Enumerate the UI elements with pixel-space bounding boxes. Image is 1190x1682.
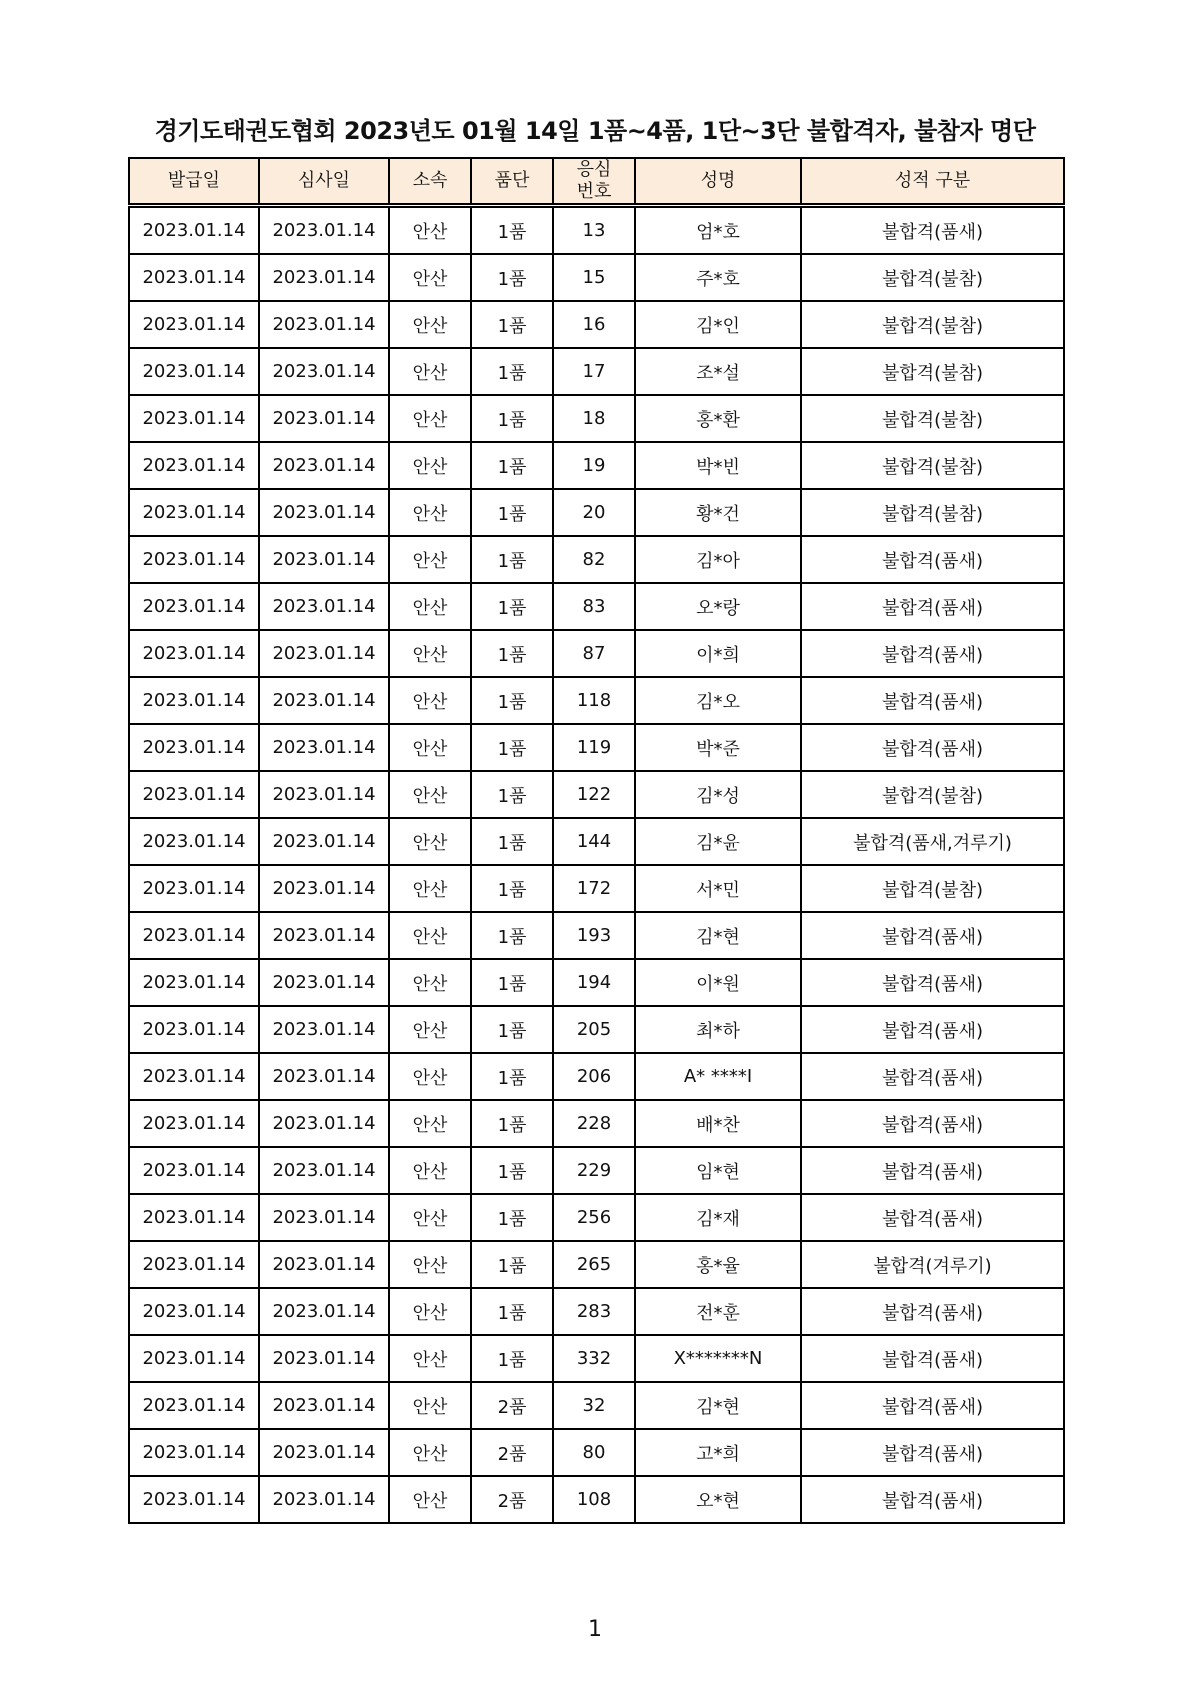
result-cell: 불합격(겨루기) <box>801 1241 1064 1288</box>
affiliation-cell: 안산 <box>389 1288 471 1335</box>
table-row <box>129 1241 1064 1288</box>
exam-number-cell: 332 <box>553 1335 635 1382</box>
affiliation-cell: 안산 <box>389 912 471 959</box>
rank-cell: 1품 <box>471 489 553 536</box>
exam-number-cell: 82 <box>553 536 635 583</box>
exam-date-cell: 2023.01.14 <box>259 724 389 771</box>
rank-cell: 1품 <box>471 1288 553 1335</box>
name-cell: 김*현 <box>635 1382 801 1429</box>
exam-date-cell: 2023.01.14 <box>259 583 389 630</box>
rank-cell: 1품 <box>471 1241 553 1288</box>
table-row <box>129 630 1064 677</box>
rank-cell: 1품 <box>471 1147 553 1194</box>
exam-number-cell: 80 <box>553 1429 635 1476</box>
exam-number-cell: 108 <box>553 1476 635 1523</box>
result-cell: 불합격(품새) <box>801 206 1064 255</box>
issue-date-cell: 2023.01.14 <box>129 724 259 771</box>
exam-date-cell: 2023.01.14 <box>259 1006 389 1053</box>
name-cell: 김*성 <box>635 771 801 818</box>
exam-date-cell: 2023.01.14 <box>259 1288 389 1335</box>
table-body <box>129 206 1064 1524</box>
rank-cell: 1품 <box>471 442 553 489</box>
affiliation-cell: 안산 <box>389 301 471 348</box>
name-cell: 오*랑 <box>635 583 801 630</box>
result-cell: 불합격(불참) <box>801 489 1064 536</box>
exam-number-cell: 194 <box>553 959 635 1006</box>
name-cell: 배*찬 <box>635 1100 801 1147</box>
result-cell: 불합격(품새) <box>801 1006 1064 1053</box>
affiliation-cell: 안산 <box>389 865 471 912</box>
exam-number-cell: 118 <box>553 677 635 724</box>
exam-number-cell: 256 <box>553 1194 635 1241</box>
issue-date-cell: 2023.01.14 <box>129 771 259 818</box>
issue-date-cell: 2023.01.14 <box>129 1335 259 1382</box>
table-row <box>129 912 1064 959</box>
affiliation-cell: 안산 <box>389 677 471 724</box>
table-row <box>129 536 1064 583</box>
issue-date-cell: 2023.01.14 <box>129 1100 259 1147</box>
exam-date-cell: 2023.01.14 <box>259 865 389 912</box>
affiliation-cell: 안산 <box>389 489 471 536</box>
exam-number-cell: 20 <box>553 489 635 536</box>
exam-date-cell: 2023.01.14 <box>259 254 389 301</box>
exam-number-cell: 32 <box>553 1382 635 1429</box>
issue-date-cell: 2023.01.14 <box>129 1241 259 1288</box>
table-row <box>129 1335 1064 1382</box>
issue-date-cell: 2023.01.14 <box>129 1147 259 1194</box>
name-cell: 오*현 <box>635 1476 801 1523</box>
affiliation-cell: 안산 <box>389 1053 471 1100</box>
exam-date-cell: 2023.01.14 <box>259 818 389 865</box>
exam-date-cell: 2023.01.14 <box>259 536 389 583</box>
name-cell: 고*희 <box>635 1429 801 1476</box>
rank-cell: 1품 <box>471 677 553 724</box>
name-cell: 박*준 <box>635 724 801 771</box>
exam-date-cell: 2023.01.14 <box>259 1335 389 1382</box>
result-cell: 불합격(불참) <box>801 865 1064 912</box>
exam-date-cell: 2023.01.14 <box>259 206 389 255</box>
exam-number-cell: 83 <box>553 583 635 630</box>
result-header: 성적 구분 <box>801 158 1064 206</box>
affiliation-cell: 안산 <box>389 583 471 630</box>
exam-date-cell: 2023.01.14 <box>259 348 389 395</box>
issue-date-cell: 2023.01.14 <box>129 206 259 255</box>
name-cell: 주*호 <box>635 254 801 301</box>
exam-number-cell: 18 <box>553 395 635 442</box>
result-cell: 불합격(불참) <box>801 254 1064 301</box>
table-row <box>129 1288 1064 1335</box>
issue-date-cell: 2023.01.14 <box>129 348 259 395</box>
issue-date-cell: 2023.01.14 <box>129 1476 259 1523</box>
rank-cell: 2품 <box>471 1429 553 1476</box>
exam-date-cell: 2023.01.14 <box>259 1100 389 1147</box>
table-row <box>129 489 1064 536</box>
result-cell: 불합격(품새) <box>801 1147 1064 1194</box>
rank-cell: 1품 <box>471 583 553 630</box>
rank-cell: 1품 <box>471 771 553 818</box>
issue-date-cell: 2023.01.14 <box>129 489 259 536</box>
rank-cell: 1품 <box>471 630 553 677</box>
affiliation-cell: 안산 <box>389 1476 471 1523</box>
result-cell: 불합격(품새) <box>801 1382 1064 1429</box>
name-cell: 전*훈 <box>635 1288 801 1335</box>
exam-number-cell: 87 <box>553 630 635 677</box>
table-row <box>129 1476 1064 1523</box>
table-row <box>129 677 1064 724</box>
result-cell: 불합격(품새) <box>801 583 1064 630</box>
exam-date-cell: 2023.01.14 <box>259 771 389 818</box>
exam-date-cell: 2023.01.14 <box>259 1053 389 1100</box>
exam-date-cell: 2023.01.14 <box>259 1429 389 1476</box>
result-cell: 불합격(품새) <box>801 630 1064 677</box>
rank-cell: 1품 <box>471 912 553 959</box>
name-cell: 서*민 <box>635 865 801 912</box>
table-row <box>129 1382 1064 1429</box>
affiliation-cell: 안산 <box>389 771 471 818</box>
name-cell: 김*재 <box>635 1194 801 1241</box>
affiliation-cell: 안산 <box>389 1429 471 1476</box>
issue-date-cell: 2023.01.14 <box>129 1429 259 1476</box>
rank-cell: 1품 <box>471 1100 553 1147</box>
table-row <box>129 395 1064 442</box>
result-cell: 불합격(불참) <box>801 395 1064 442</box>
table-row <box>129 771 1064 818</box>
exam-number-cell: 122 <box>553 771 635 818</box>
rank-cell: 1품 <box>471 395 553 442</box>
exam-date-cell: 2023.01.14 <box>259 442 389 489</box>
exam-number-cell: 13 <box>553 206 635 255</box>
exam-number-cell: 16 <box>553 301 635 348</box>
exam-number-header: 응심 번호 <box>553 158 635 206</box>
name-cell: 이*희 <box>635 630 801 677</box>
name-header: 성명 <box>635 158 801 206</box>
result-cell: 불합격(품새) <box>801 1100 1064 1147</box>
table-row <box>129 1006 1064 1053</box>
name-cell: 김*오 <box>635 677 801 724</box>
affiliation-cell: 안산 <box>389 630 471 677</box>
rank-cell: 1품 <box>471 1335 553 1382</box>
rank-cell: 1품 <box>471 1006 553 1053</box>
table-row <box>129 442 1064 489</box>
issue-date-cell: 2023.01.14 <box>129 395 259 442</box>
rank-cell: 2품 <box>471 1382 553 1429</box>
affiliation-cell: 안산 <box>389 348 471 395</box>
table-row <box>129 959 1064 1006</box>
exam-number-cell: 205 <box>553 1006 635 1053</box>
affiliation-cell: 안산 <box>389 442 471 489</box>
result-cell: 불합격(품새) <box>801 959 1064 1006</box>
rank-cell: 1품 <box>471 536 553 583</box>
exam-date-cell: 2023.01.14 <box>259 630 389 677</box>
table-row <box>129 1100 1064 1147</box>
exam-number-cell: 19 <box>553 442 635 489</box>
exam-number-cell: 172 <box>553 865 635 912</box>
issue-date-cell: 2023.01.14 <box>129 630 259 677</box>
name-cell: A* ****I <box>635 1053 801 1100</box>
table-row <box>129 348 1064 395</box>
issue-date-cell: 2023.01.14 <box>129 536 259 583</box>
exam-date-cell: 2023.01.14 <box>259 301 389 348</box>
result-cell: 불합격(품새,겨루기) <box>801 818 1064 865</box>
name-cell: X*******N <box>635 1335 801 1382</box>
result-cell: 불합격(품새) <box>801 1335 1064 1382</box>
rank-cell: 2품 <box>471 1476 553 1523</box>
issue-date-cell: 2023.01.14 <box>129 301 259 348</box>
result-cell: 불합격(불참) <box>801 348 1064 395</box>
issue-date-cell: 2023.01.14 <box>129 912 259 959</box>
issue-date-cell: 2023.01.14 <box>129 1288 259 1335</box>
issue-date-header: 발급일 <box>129 158 259 206</box>
rank-cell: 1품 <box>471 818 553 865</box>
affiliation-header: 소속 <box>389 158 471 206</box>
name-cell: 김*윤 <box>635 818 801 865</box>
result-cell: 불합격(품새) <box>801 536 1064 583</box>
name-cell: 김*현 <box>635 912 801 959</box>
affiliation-cell: 안산 <box>389 1006 471 1053</box>
exam-number-cell: 228 <box>553 1100 635 1147</box>
rank-cell: 1품 <box>471 724 553 771</box>
exam-number-cell: 265 <box>553 1241 635 1288</box>
rank-cell: 1품 <box>471 206 553 255</box>
exam-date-cell: 2023.01.14 <box>259 677 389 724</box>
issue-date-cell: 2023.01.14 <box>129 1382 259 1429</box>
result-cell: 불합격(불참) <box>801 771 1064 818</box>
affiliation-cell: 안산 <box>389 1335 471 1382</box>
rank-cell: 1품 <box>471 959 553 1006</box>
exam-number-cell: 15 <box>553 254 635 301</box>
name-cell: 박*빈 <box>635 442 801 489</box>
issue-date-cell: 2023.01.14 <box>129 583 259 630</box>
exam-date-cell: 2023.01.14 <box>259 912 389 959</box>
issue-date-cell: 2023.01.14 <box>129 254 259 301</box>
affiliation-cell: 안산 <box>389 1100 471 1147</box>
affiliation-cell: 안산 <box>389 1382 471 1429</box>
affiliation-cell: 안산 <box>389 959 471 1006</box>
table-row <box>129 254 1064 301</box>
issue-date-cell: 2023.01.14 <box>129 818 259 865</box>
result-cell: 불합격(불참) <box>801 301 1064 348</box>
exam-date-cell: 2023.01.14 <box>259 1382 389 1429</box>
exam-date-cell: 2023.01.14 <box>259 1147 389 1194</box>
table-row <box>129 818 1064 865</box>
rank-cell: 1품 <box>471 1053 553 1100</box>
rank-cell: 1품 <box>471 301 553 348</box>
issue-date-cell: 2023.01.14 <box>129 1006 259 1053</box>
issue-date-cell: 2023.01.14 <box>129 1194 259 1241</box>
result-cell: 불합격(품새) <box>801 1429 1064 1476</box>
exam-number-cell: 17 <box>553 348 635 395</box>
result-cell: 불합격(품새) <box>801 677 1064 724</box>
issue-date-cell: 2023.01.14 <box>129 677 259 724</box>
table-row <box>129 865 1064 912</box>
exam-number-cell: 283 <box>553 1288 635 1335</box>
document-title: 경기도태권도협회 2023년도 01월 14일 1품~4품, 1단~3단 불합격자, 불참자 명단 <box>154 117 1036 145</box>
table-header <box>129 158 1064 206</box>
table-row <box>129 1053 1064 1100</box>
exam-date-cell: 2023.01.14 <box>259 489 389 536</box>
issue-date-cell: 2023.01.14 <box>129 442 259 489</box>
name-cell: 홍*환 <box>635 395 801 442</box>
result-cell: 불합격(품새) <box>801 1288 1064 1335</box>
page-number: 1 <box>588 1617 602 1642</box>
table-row <box>129 1147 1064 1194</box>
name-cell: 김*아 <box>635 536 801 583</box>
name-cell: 황*건 <box>635 489 801 536</box>
exam-date-header: 심사일 <box>259 158 389 206</box>
header-row <box>129 158 1064 206</box>
result-cell: 불합격(품새) <box>801 1194 1064 1241</box>
result-cell: 불합격(품새) <box>801 1053 1064 1100</box>
name-cell: 조*설 <box>635 348 801 395</box>
exam-number-cell: 119 <box>553 724 635 771</box>
result-cell: 불합격(품새) <box>801 1476 1064 1523</box>
table-row <box>129 206 1064 255</box>
issue-date-cell: 2023.01.14 <box>129 1053 259 1100</box>
affiliation-cell: 안산 <box>389 818 471 865</box>
affiliation-cell: 안산 <box>389 395 471 442</box>
result-cell: 불합격(품새) <box>801 912 1064 959</box>
affiliation-cell: 안산 <box>389 206 471 255</box>
exam-number-cell: 206 <box>553 1053 635 1100</box>
name-cell: 이*원 <box>635 959 801 1006</box>
table-row <box>129 301 1064 348</box>
table-row <box>129 583 1064 630</box>
name-cell: 홍*율 <box>635 1241 801 1288</box>
rank-cell: 1품 <box>471 254 553 301</box>
result-cell: 불합격(품새) <box>801 724 1064 771</box>
exam-date-cell: 2023.01.14 <box>259 1194 389 1241</box>
exam-number-cell: 144 <box>553 818 635 865</box>
exam-number-cell: 193 <box>553 912 635 959</box>
table-row <box>129 1429 1064 1476</box>
exam-date-cell: 2023.01.14 <box>259 395 389 442</box>
result-cell: 불합격(불참) <box>801 442 1064 489</box>
affiliation-cell: 안산 <box>389 724 471 771</box>
exam-number-cell: 229 <box>553 1147 635 1194</box>
rank-cell: 1품 <box>471 865 553 912</box>
rank-cell: 1품 <box>471 1194 553 1241</box>
name-cell: 엄*호 <box>635 206 801 255</box>
issue-date-cell: 2023.01.14 <box>129 865 259 912</box>
table-row <box>129 1194 1064 1241</box>
exam-date-cell: 2023.01.14 <box>259 1476 389 1523</box>
rank-header: 품단 <box>471 158 553 206</box>
affiliation-cell: 안산 <box>389 254 471 301</box>
issue-date-cell: 2023.01.14 <box>129 959 259 1006</box>
exam-date-cell: 2023.01.14 <box>259 959 389 1006</box>
name-cell: 임*현 <box>635 1147 801 1194</box>
affiliation-cell: 안산 <box>389 1194 471 1241</box>
name-cell: 최*하 <box>635 1006 801 1053</box>
affiliation-cell: 안산 <box>389 1147 471 1194</box>
table-row <box>129 724 1064 771</box>
affiliation-cell: 안산 <box>389 536 471 583</box>
rank-cell: 1품 <box>471 348 553 395</box>
results-table <box>128 157 1065 1524</box>
exam-date-cell: 2023.01.14 <box>259 1241 389 1288</box>
affiliation-cell: 안산 <box>389 1241 471 1288</box>
name-cell: 김*인 <box>635 301 801 348</box>
